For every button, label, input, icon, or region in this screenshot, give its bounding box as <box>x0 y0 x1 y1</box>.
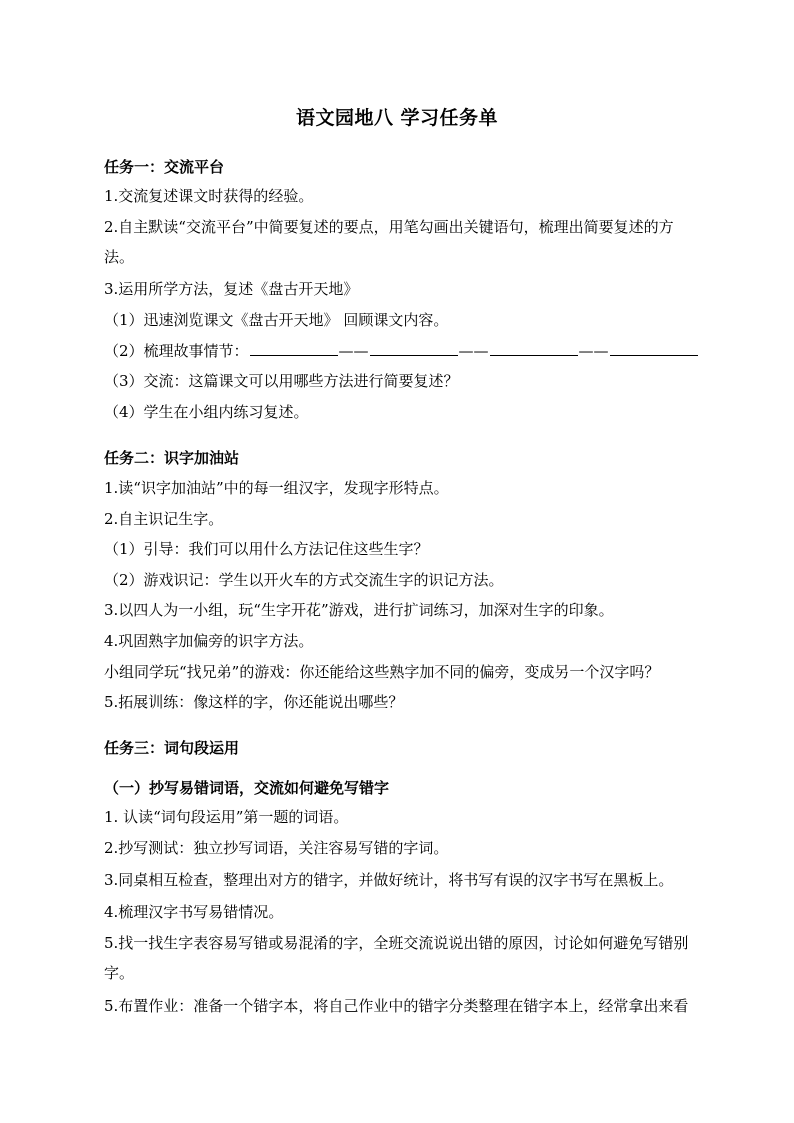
plot-blank-3[interactable] <box>490 341 578 356</box>
task3-item-3: 3.同桌相互检查，整理出对方的错字，并做好统计，将书写有误的汉字书写在黑板上。 <box>104 871 674 889</box>
task3-item-4: 4.梳理汉字书写易错情况。 <box>104 903 284 921</box>
plot-dash-2: —— <box>458 342 489 360</box>
task2-item-4-game: 小组同学玩“找兄弟”的游戏：你还能给这些熟字加不同的偏旁，变成另一个汉字吗？ <box>104 663 660 681</box>
task3-heading: 任务三：词句段运用 <box>104 739 240 757</box>
task2-sub-1: （1）引导：我们可以用什么方法记住这些生字？ <box>104 540 429 558</box>
plot-dash-1: —— <box>338 342 369 360</box>
task2-sub-2: （2）游戏识记：学生以开火车的方式交流生字的识记方法。 <box>104 571 504 589</box>
task3-subheading: （一）抄写易错词语，交流如何避免写错字 <box>104 779 390 797</box>
task2-item-5: 5.拓展训练：像这样的字，你还能说出哪些？ <box>104 693 404 711</box>
task1-sub-1: （1）迅速浏览课文《盘古开天地》 回顾课文内容。 <box>104 311 449 329</box>
page-title: 语文园地八 学习任务单 <box>295 107 499 129</box>
plot-blank-2[interactable] <box>370 341 458 356</box>
task1-item-2-cont: 法。 <box>104 248 135 266</box>
task1-item-1: 1.交流复述课文时获得的经验。 <box>104 187 314 205</box>
task2-item-3: 3.以四人为一小组，玩“生字开花”游戏，进行扩词练习，加深对生字的印象。 <box>104 601 614 619</box>
plot-blank-4[interactable] <box>610 341 698 356</box>
task3-item-6: 5.布置作业：准备一个错字本，将自己作业中的错字分类整理在错字本上，经常拿出来看 <box>104 997 689 1015</box>
task3-item-5: 5.找一找生字表容易写错或易混淆的字，全班交流说说出错的原因，讨论如何避免写错别 <box>104 934 689 952</box>
task1-heading: 任务一：交流平台 <box>104 158 225 176</box>
task2-item-2: 2.自主识记生字。 <box>104 510 224 528</box>
task3-item-5-cont: 字。 <box>104 964 135 982</box>
task1-sub-3: （3）交流：这篇课文可以用哪些方法进行简要复述？ <box>104 372 459 390</box>
task1-item-3: 3.运用所学方法，复述《盘古开天地》 <box>104 280 359 298</box>
plot-dash-3: —— <box>578 342 609 360</box>
task1-sub-2 <box>104 340 724 362</box>
task2-item-1: 1.读“识字加油站”中的每一组汉字，发现字形特点。 <box>104 479 449 497</box>
task2-item-4: 4.巩固熟字加偏旁的识字方法。 <box>104 632 314 650</box>
plot-blank-1[interactable] <box>250 341 338 356</box>
task3-item-1: 1. 认读“词句段运用”第一题的词语。 <box>104 808 349 826</box>
task1-sub-4: （4）学生在小组内练习复述。 <box>104 403 309 421</box>
task1-item-2: 2.自主默读“交流平台”中简要复述的要点，用笔勾画出关键语句，梳理出简要复述的方 <box>104 218 674 236</box>
task3-item-2: 2.抄写测试：独立抄写词语，关注容易写错的字词。 <box>104 839 449 857</box>
task2-heading: 任务二：识字加油站 <box>104 449 240 467</box>
plot-label: （2）梳理故事情节： <box>104 342 249 360</box>
